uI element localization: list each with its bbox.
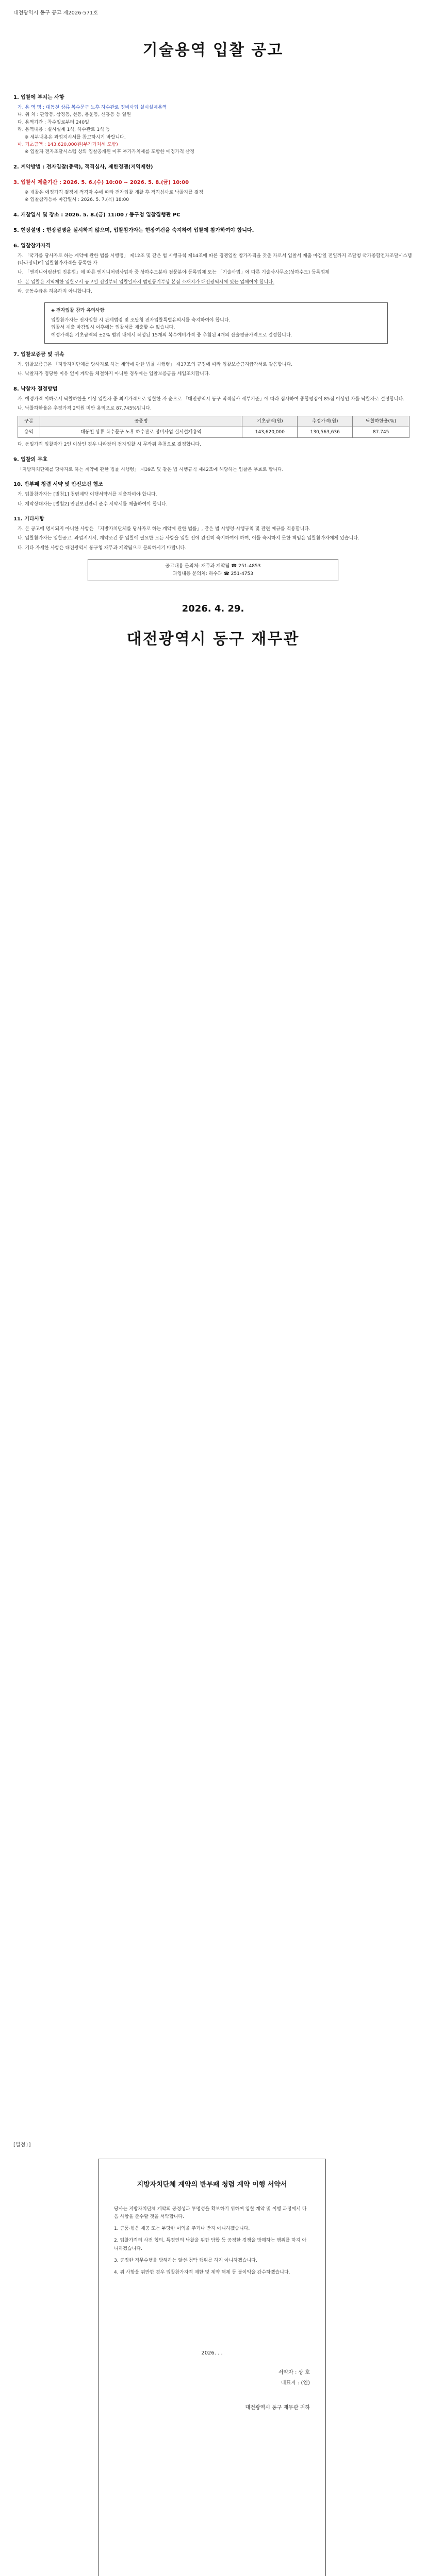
issuer-name: 대전광역시 동구 재무관 (126, 630, 300, 648)
form-paragraph: 4. 위 사항을 위반한 경우 입찰참가자격 제한 및 계약 해제 등 불이익을 감수하겠습니다. (114, 2270, 290, 2276)
attachment-label: [별첨1] (13, 2142, 31, 2148)
notice-reference: 대전광역시 동구 공고 제2026-571호 (13, 10, 98, 16)
paragraph: 나. 낙찰하한율은 추정가격 2억원 미만 용역으로 87.745%입니다. (18, 406, 152, 412)
section-title: 3. 입찰서 제출기간 : 2026. 5. 6.(수) 10:00 ~ 2026. 5. 8.(금) 10:00 (13, 179, 189, 185)
project-location: 나. 위 치 : 판암동, 삼정동, 천동, 용운동, 신흥동 등 일원 (18, 112, 131, 118)
form-date: 2026. . . (201, 2350, 223, 2356)
notice-box (44, 302, 388, 344)
project-name: 가. 용 역 명 : 대동천 상류 복수문구 노후 하수관로 정비사업 실시설계용역 (18, 105, 167, 110)
paragraph: 가. 「국가를 당사자로 하는 계약에 관한 법률 시행령」 제12조 및 같은 법 시행규칙 제14조에 따른 경쟁입찰 참가자격을 갖춘 자로서 입찰서 제출 마감일 전일까지 조달청 국가종합전자조달시스템(나라장터)에 입찰참가자격을 등록한 자 (18, 253, 412, 266)
signature-line: 서약자 : 상 호 (278, 2369, 310, 2376)
paragraph: 다. 본 입찰은 지역제한 입찰로서 공고일 전일부터 입찰일까지 법인등기부상 본점 소재지가 대전광역시에 있는 업체여야 합니다. (18, 279, 274, 285)
note-line: ※ 세부내용은 과업지시서를 참고하시기 바랍니다. (25, 134, 126, 140)
paragraph: 가. 예정가격 이하로서 낙찰하한율 이상 입찰자 중 최저가격으로 입찰한 자 순으로 「대전광역시 동구 적격심사 세부기준」에 따라 심사하여 종합평점이 85점 이상인 자를 낙찰자로 결정합니다. (18, 396, 405, 402)
form-signature (99, 2368, 310, 2388)
issue-date: 2026. 4. 29. (182, 603, 244, 614)
paragraph: 가. 입찰참가자는 [별첨1] 청렴계약 이행서약서를 제출하여야 합니다. (18, 492, 157, 498)
table-header-cell: 공종명 (40, 416, 242, 427)
notice-box-line: 입찰서 제출 마감일시 이후에는 입찰서를 제출할 수 없습니다. (51, 325, 175, 331)
section-title: 9. 입찰의 무효 (13, 456, 48, 463)
paragraph: 다. 동일가격 입찰자가 2인 이상인 경우 나라장터 전자입찰 시 무작위 추첨으로 결정합니다. (18, 442, 201, 448)
section-title: 6. 입찰참가자격 (13, 243, 51, 249)
section-title: 8. 낙찰자 결정방법 (13, 386, 58, 392)
note-line: ※ 입찰자 전자조달시스템 상의 입찰공개된 이후 부가가치세를 포함한 예정가격 산정 (25, 149, 194, 155)
contact-box (88, 559, 338, 581)
paragraph: 나. 「엔지니어링산업 진흥법」에 따른 엔지니어링사업자 중 상하수도분야 전문분야 등록업체 또는 「기술사법」에 따른 기술사사무소(상하수도) 등록업체 (18, 270, 330, 276)
section-title: 4. 개찰일시 및 장소 : 2026. 5. 8.(금) 11:00 / 동구청 입찰집행관 PC (13, 212, 181, 218)
paragraph: 나. 입찰참가자는 입찰공고, 과업지시서, 계약조건 등 입찰에 필요한 모든 사항을 입찰 전에 완전히 숙지하여야 하며, 이를 숙지하지 못한 책임은 입찰참가자에게 있습니다. (18, 536, 359, 541)
table-header-cell: 추정가격(원) (298, 416, 353, 427)
form-addressee: 대전광역시 동구 재무관 귀하 (245, 2404, 310, 2411)
table-header-cell: 구분 (18, 416, 40, 427)
notice-box-title: ◈ 전자입찰 참가 유의사항 (51, 308, 105, 314)
form-paragraph: 3. 공정한 직무수행을 방해하는 알선·청탁 행위를 하지 아니하겠습니다. (114, 2258, 257, 2263)
paragraph: 「지방자치단체를 당사자로 하는 계약에 관한 법률 시행령」 제39조 및 같은 법 시행규칙 제42조에 해당하는 입찰은 무효로 합니다. (18, 467, 284, 472)
section-title: 11. 기타사항 (13, 516, 44, 522)
paragraph: 나. 낙찰자가 정당한 이유 없이 계약을 체결하지 아니한 경우에는 입찰보증금을 세입조치합니다. (18, 371, 210, 377)
table-cell: 87.745 (353, 427, 409, 437)
table-header-cell: 기초금액(원) (242, 416, 298, 427)
bid-table (18, 416, 409, 438)
form-paragraph: 2. 입찰가격의 사전 협의, 특정인의 낙찰을 위한 담합 등 공정한 경쟁을 방해하는 행위를 하지 아니하겠습니다. (114, 2238, 307, 2251)
table-header-row (18, 416, 409, 427)
notice-body (13, 87, 413, 652)
table-row (18, 427, 409, 437)
paragraph: 라. 공동수급은 허용하지 아니합니다. (18, 289, 92, 295)
page-title: 기술용역 입찰 공고 (142, 41, 284, 59)
section-title: 5. 현장설명 : 현장설명을 실시하지 않으며, 입찰참가자는 현장여건을 숙지하여 입찰에 참가하여야 합니다. (13, 227, 254, 233)
form-title: 지방자치단체 계약의 반부패 청렴 계약 이행 서약서 (137, 2181, 287, 2189)
attachment-page-1 (0, 2133, 426, 2576)
section-title: 2. 계약방법 : 전자입찰(총액), 적격심사, 제한경쟁(지역제한) (13, 164, 153, 170)
paragraph: 가. 본 공고에 명시되지 아니한 사항은 「지방자치단체를 당사자로 하는 계약에 관한 법률」, 같은 법 시행령·시행규칙 및 관련 예규를 적용합니다. (18, 526, 310, 532)
paragraph: 나. 계약상대자는 [별첨2] 안전보건관리 준수 서약서를 제출하여야 합니다. (18, 501, 168, 507)
notice-box-line: 입찰참가자는 전자입찰 시 관계법령 및 조달청 전자입찰특별유의서를 숙지하여야 합니다. (51, 317, 231, 323)
project-period: 다. 용역기간 : 착수일로부터 240일 (18, 120, 89, 125)
paragraph: 가. 입찰보증금은 「지방자치단체를 당사자로 하는 계약에 관한 법률 시행령」 제37조의 규정에 따라 입찰보증금지급각서로 갈음합니다. (18, 362, 293, 368)
section-title: 7. 입찰보증금 및 귀속 (13, 352, 64, 358)
table-cell: 용역 (18, 427, 40, 437)
table-cell: 대동천 상류 복수문구 노후 하수관로 정비사업 실시설계용역 (40, 427, 242, 437)
base-price: 마. 기초금액 : 143,620,000원(부가가치세 포함) (18, 142, 118, 147)
note-line: ※ 개찰은 예정가격 결정에 적격자 수에 따라 전자입찰 개찰 후 적격심사로 낙찰자를 결정 (25, 190, 204, 195)
pledge-form (98, 2159, 326, 2576)
section-title: 10. 반부패 청렴 서약 및 안전보건 협조 (13, 482, 103, 488)
notice-box-line: 예정가격은 기초금액의 ±2% 범위 내에서 작성된 15개의 복수예비가격 중 추첨된 4개의 산술평균가격으로 결정합니다. (51, 332, 292, 338)
form-paragraph: 당사는 지방자치단체 계약의 공정성과 투명성을 확보하기 위하여 입찰·계약 및 이행 과정에서 다음 사항을 준수할 것을 서약합니다. (114, 2206, 307, 2219)
contact-line: 공고내용 문의처: 재무과 계약팀 ☎ 251-4853 (165, 564, 261, 569)
form-paragraph: 1. 금품·향응 제공 또는 부당한 이익을 주거나 받지 아니하겠습니다. (114, 2226, 250, 2232)
signature-line: 대표자 : (인) (281, 2380, 310, 2386)
note-line: ※ 입찰참가등록 마감일시 : 2026. 5. 7.(목) 18:00 (25, 197, 129, 203)
table-cell: 143,620,000 (242, 427, 298, 437)
project-scope: 라. 용역내용 : 실시설계 1식, 하수관로 1식 등 (18, 127, 110, 133)
section-title: 1. 입찰에 부치는 사항 (13, 95, 64, 100)
table-cell: 130,563,636 (298, 427, 353, 437)
table-header-cell: 낙찰하한율(%) (353, 416, 409, 427)
contact-line: 과업내용 문의처: 하수과 ☎ 251-4753 (173, 571, 253, 577)
paragraph: 다. 기타 자세한 사항은 대전광역시 동구청 재무과 계약팀으로 문의하시기 바랍니다. (18, 545, 187, 551)
